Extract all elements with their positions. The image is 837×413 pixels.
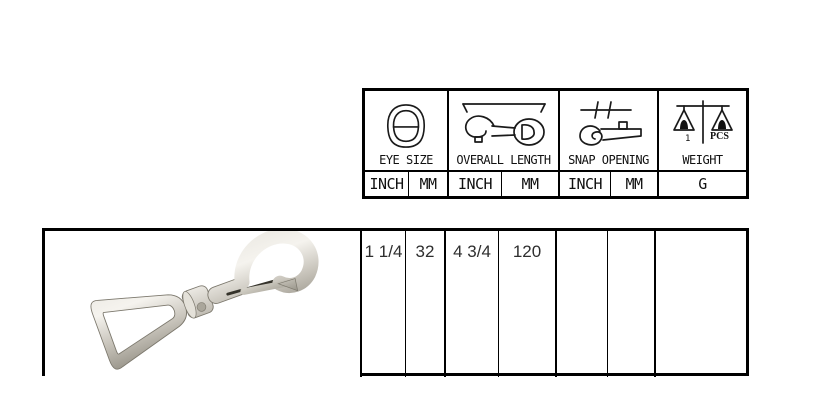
unit-cell-eye-inch: INCH: [365, 172, 409, 196]
eye-size-icon: [383, 101, 429, 151]
overall-length-icon: [456, 95, 552, 151]
unit-cell-eye-mm: MM: [409, 172, 449, 196]
column-label-snap-opening: SNAP OPENING: [568, 153, 649, 167]
column-group-eye-size: [365, 91, 449, 172]
weight-icon: [672, 99, 734, 151]
column-label-overall-length: OVERALL LENGTH: [456, 153, 551, 167]
value-snap-opening-mm: [608, 231, 656, 377]
weight-icon-caption-1: 1: [684, 134, 690, 144]
column-label-weight: WEIGHT: [682, 153, 723, 167]
weight-icon-caption-pcs: PCS: [709, 131, 729, 142]
value-eye-size-mm: 32: [406, 231, 446, 377]
spec-data-table: [42, 228, 749, 376]
value-weight-g: [656, 231, 746, 377]
snap-opening-icon: [569, 95, 649, 151]
value-overall-length-inch: 4 3/4: [446, 231, 499, 377]
unit-cell-snap-inch: INCH: [560, 172, 611, 196]
column-group-snap-opening: [560, 91, 659, 172]
value-eye-size-inch: 1 1/4: [362, 231, 406, 377]
value-snap-opening-inch: [557, 231, 608, 377]
product-photo-cell: [45, 231, 362, 377]
spec-header-table: [362, 88, 749, 199]
swivel-eye-bolt-snap-photo: [45, 231, 360, 373]
unit-cell-overall-mm: MM: [502, 172, 560, 196]
column-group-overall-length: [449, 91, 560, 172]
unit-cell-overall-inch: INCH: [449, 172, 502, 196]
column-label-eye-size: EYE SIZE: [379, 153, 433, 167]
value-overall-length-mm: 120: [499, 231, 557, 377]
unit-cell-weight-g: G: [698, 174, 707, 193]
column-group-weight: [659, 91, 746, 172]
unit-cell-snap-mm: MM: [611, 172, 659, 196]
